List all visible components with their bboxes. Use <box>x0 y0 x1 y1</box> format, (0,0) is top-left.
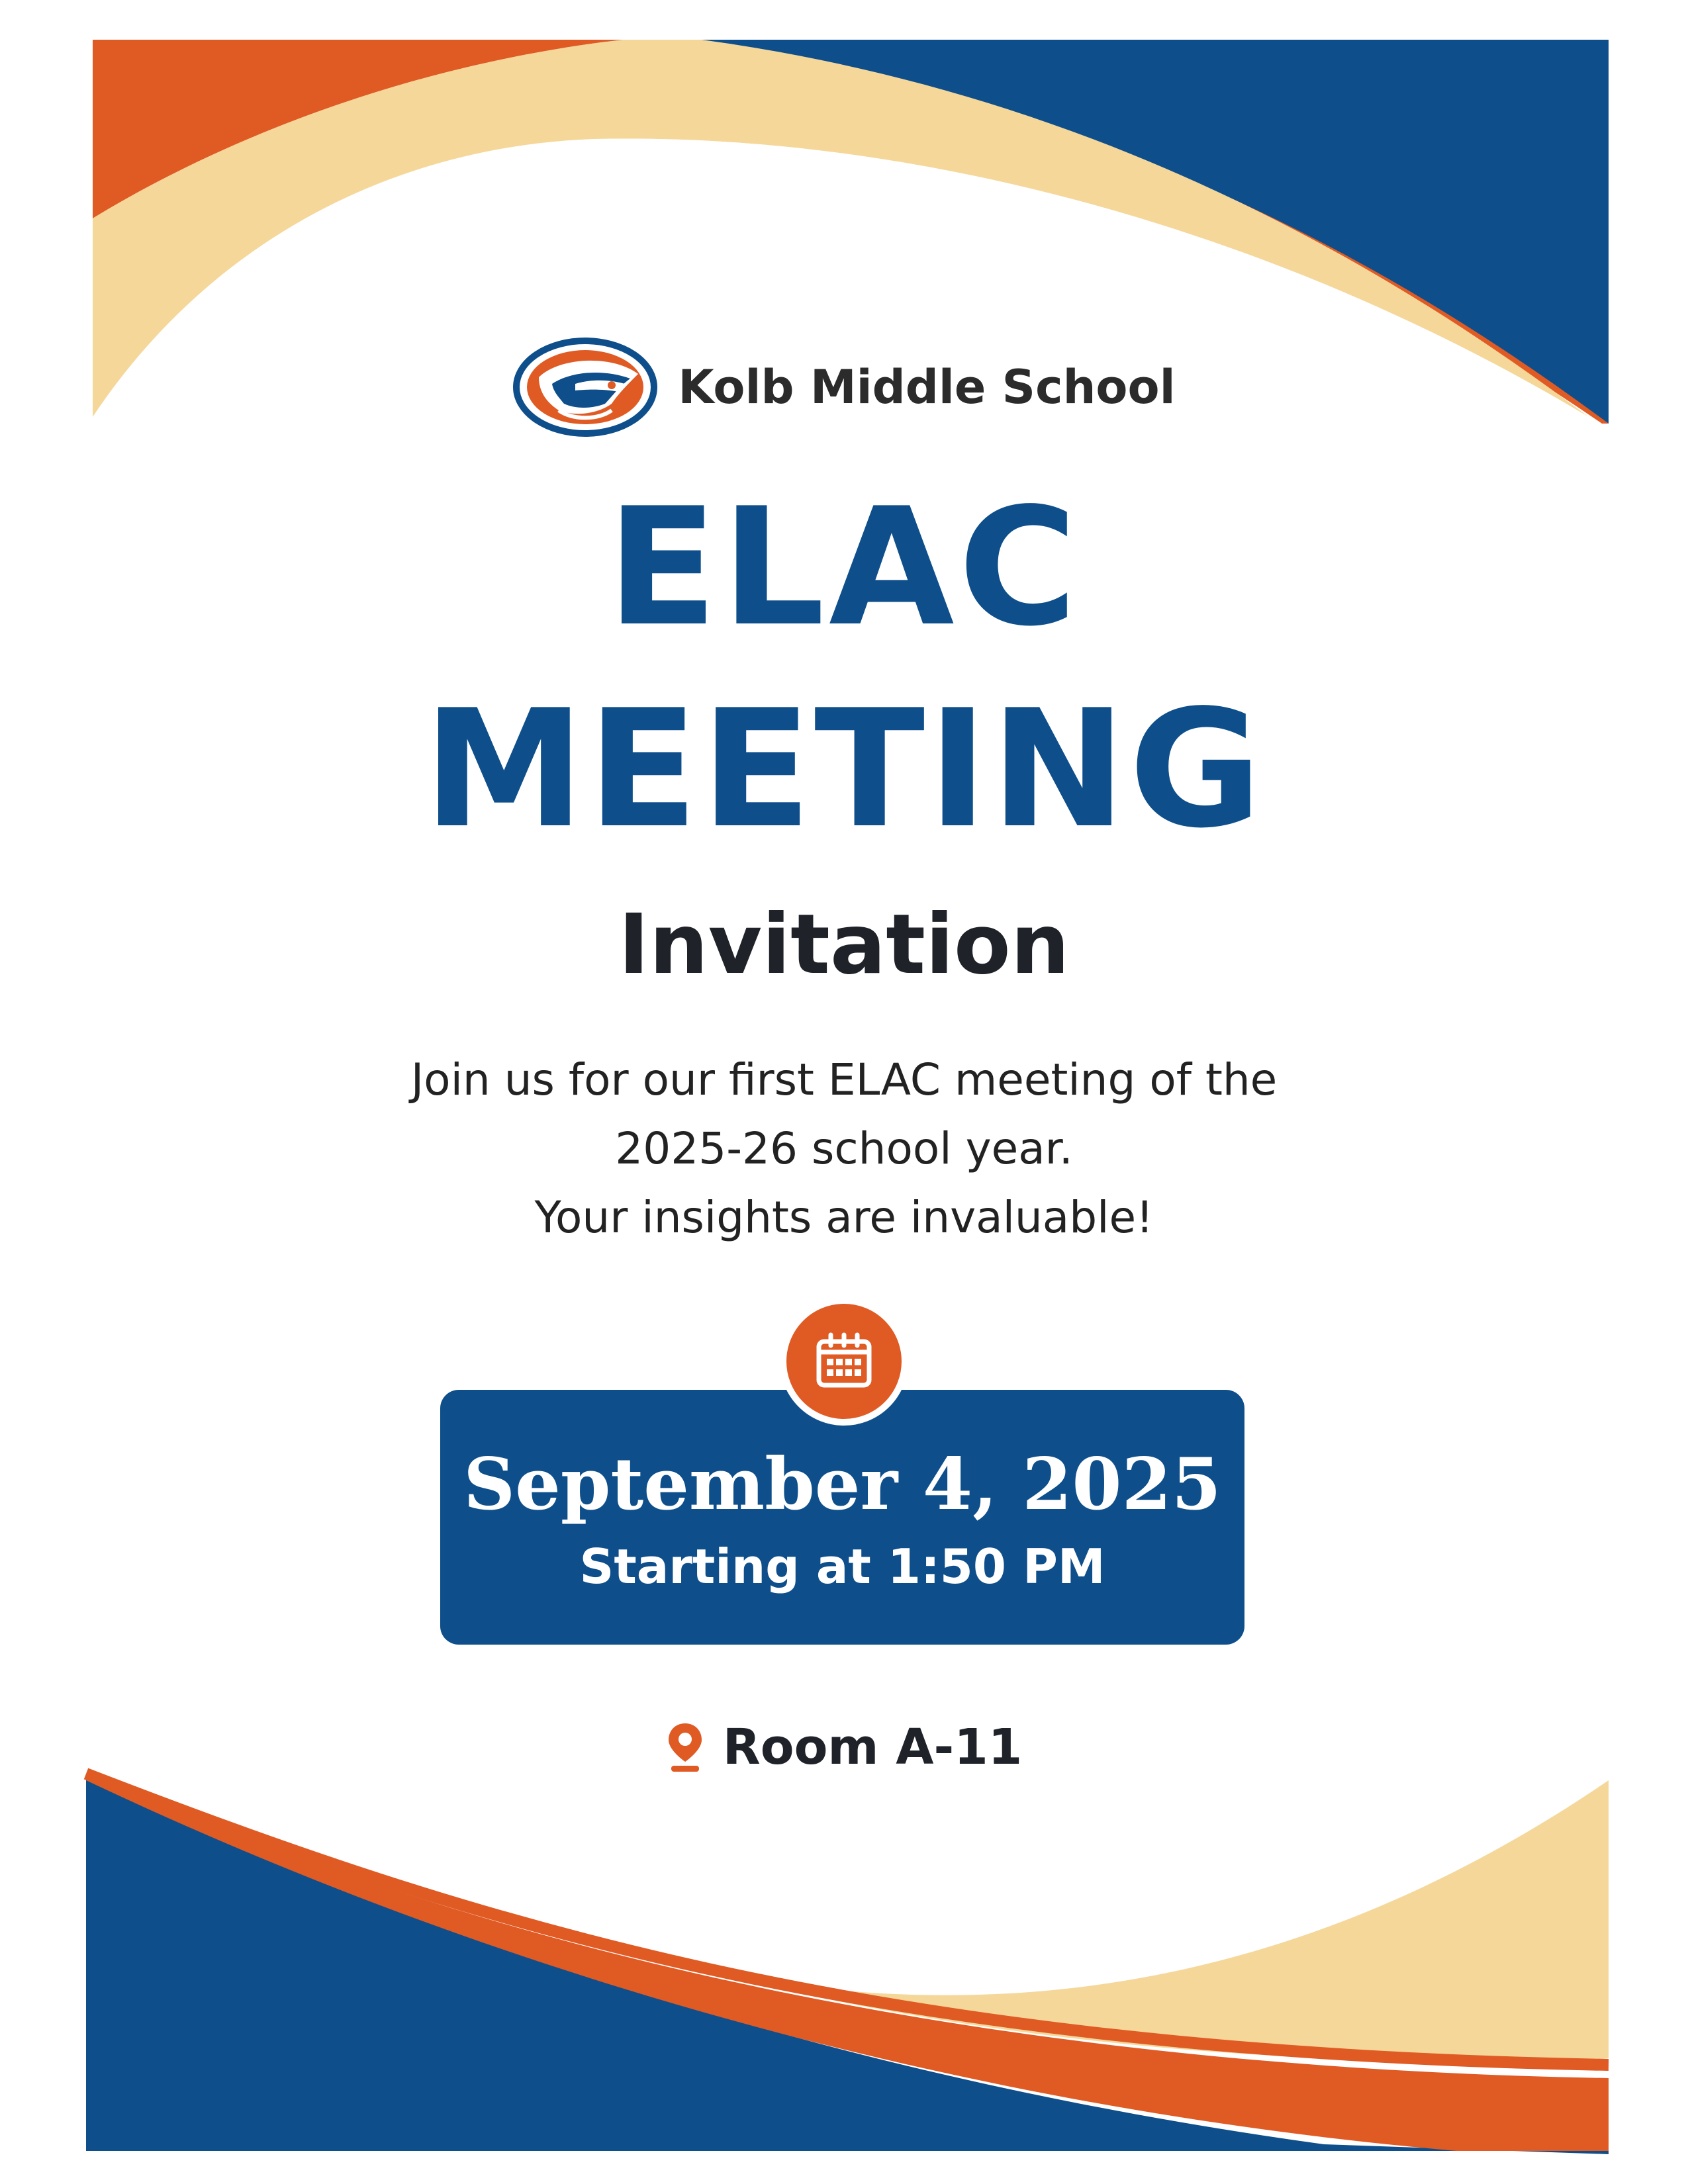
event-location <box>0 1714 1688 1780</box>
school-name: Kolb Middle School <box>678 360 1176 414</box>
title-elac: ELAC <box>606 473 1082 662</box>
school-header <box>0 331 1688 443</box>
subtitle-invitation: Invitation <box>618 897 1070 993</box>
message-line-1: Join us for our first ELAC meeting of the <box>410 1054 1278 1105</box>
calendar-badge <box>780 1297 908 1426</box>
message-line-3: Your insights are invaluable! <box>534 1192 1154 1243</box>
calendar-icon <box>811 1328 877 1394</box>
map-pin-icon <box>666 1721 704 1774</box>
bottom-swoosh <box>86 1747 1609 2154</box>
room-label: Room A-11 <box>722 1719 1023 1776</box>
event-time: Starting at 1:50 PM <box>579 1539 1105 1594</box>
cougar-mascot-icon <box>512 338 658 437</box>
message-line-2: 2025-26 school year. <box>615 1123 1073 1174</box>
title-meeting: MEETING <box>423 675 1265 864</box>
event-date: September 4, 2025 <box>463 1443 1221 1526</box>
invitation-message <box>0 1046 1688 1252</box>
